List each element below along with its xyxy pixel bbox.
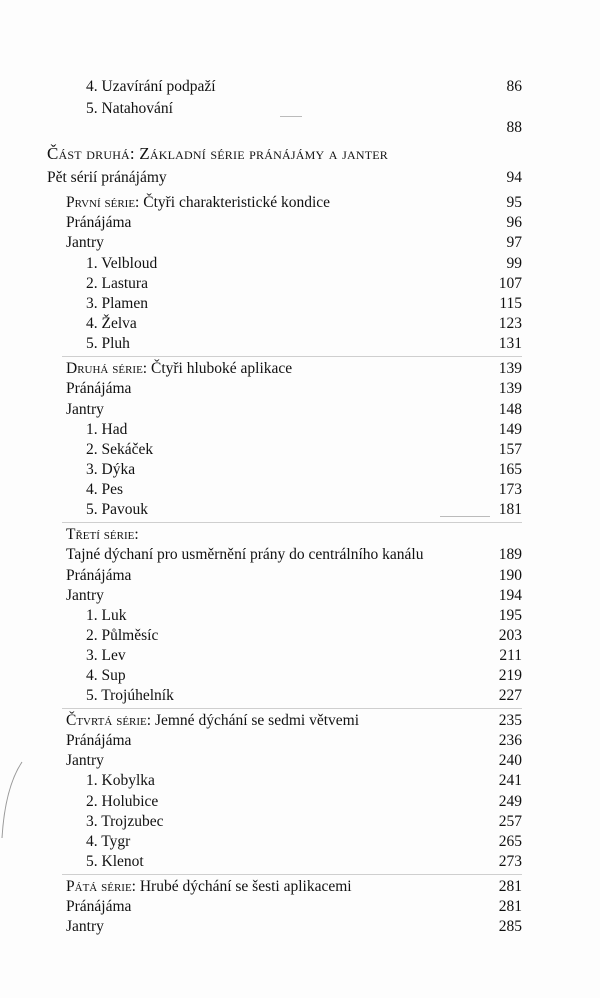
series-name: Čtvrtá série: [66, 712, 152, 729]
entry-label: Pránájáma [66, 567, 132, 584]
toc-entry [0, 545, 600, 565]
page-edge-mark [0, 760, 30, 840]
entry-label: 5. Pavouk [86, 501, 148, 518]
entry-page: 189 [498, 546, 522, 563]
entry-page: 139 [498, 360, 522, 377]
entry-page: 227 [498, 687, 522, 704]
entry-page: 219 [498, 667, 522, 684]
entry-page: 165 [498, 461, 522, 478]
entry-label: Jantry [66, 401, 104, 418]
entry-label: Pránájáma [66, 380, 132, 397]
entry-page: 131 [498, 335, 522, 352]
toc-entry [0, 666, 600, 686]
entry-page: 181 [498, 501, 522, 518]
entry-label: 2. Holubice [86, 793, 159, 810]
entry-page: 107 [498, 275, 522, 292]
toc-entry [0, 118, 600, 138]
entry-label: 5. Natahování [86, 100, 173, 117]
entry-page: 211 [499, 647, 522, 664]
toc-entry [0, 897, 600, 917]
entry-label: 3. Lev [86, 647, 126, 664]
entry-label: 2. Sekáček [86, 441, 154, 458]
toc-entry [0, 586, 600, 606]
entry-page: 95 [506, 194, 522, 211]
entry-page: 236 [498, 732, 522, 749]
entry-label: Jantry [66, 587, 104, 604]
entry-page: 86 [506, 78, 522, 95]
entry-page: 281 [498, 878, 522, 895]
toc-entry [0, 420, 600, 440]
toc-entry [0, 852, 600, 872]
entry-label: Pránájáma [66, 732, 132, 749]
entry-page: 99 [506, 255, 522, 272]
divider [62, 522, 522, 523]
entry-label: 1. Kobylka [86, 772, 155, 789]
entry-label: 5. Klenot [86, 853, 144, 870]
entry-label: 3. Dýka [86, 461, 136, 478]
entry-page: 257 [498, 813, 522, 830]
series-heading [0, 359, 600, 379]
entry-page: 115 [499, 295, 522, 312]
entry-page: 265 [498, 833, 522, 850]
toc-entry [0, 460, 600, 480]
entry-label: 1. Velbloud [86, 255, 158, 272]
toc-entry [0, 213, 600, 233]
entry-page: 194 [498, 587, 522, 604]
scan-mark [440, 516, 490, 517]
entry-page: 96 [506, 214, 522, 231]
entry-page: 190 [498, 567, 522, 584]
entry-page: 157 [498, 441, 522, 458]
entry-label: 4. Želva [86, 315, 137, 332]
series-subtitle: Hrubé dýchání se šesti aplikacemi [139, 878, 352, 895]
entry-page: 285 [498, 918, 522, 935]
scan-mark [280, 116, 302, 117]
entry-page: 241 [498, 772, 522, 789]
entry-label: 4. Uzavírání podpaží [86, 78, 216, 95]
toc-entry [0, 440, 600, 460]
toc-entry [0, 274, 600, 294]
entry-label: 5. Pluh [86, 335, 130, 352]
entry-label: 4. Tygr [86, 833, 131, 850]
toc-entry [0, 646, 600, 666]
toc-entry [0, 626, 600, 646]
series-heading [0, 525, 600, 545]
series-heading [0, 711, 600, 731]
series-subtitle: Tajné dýchaní pro usměrnění prány do centrálního kanálu [66, 546, 424, 563]
entry-label: Jantry [66, 752, 104, 769]
entry-page: 149 [498, 421, 522, 438]
entry-label: 2. Lastura [86, 275, 148, 292]
series-name: Druhá série: [66, 360, 148, 377]
toc-entry [0, 400, 600, 420]
toc-entry [0, 832, 600, 852]
series-subtitle: Čtyři hluboké aplikace [150, 360, 293, 377]
toc-entry [0, 379, 600, 399]
entry-page: 235 [498, 712, 522, 729]
toc-entry [0, 480, 600, 500]
series-heading [0, 877, 600, 897]
toc-entry [0, 751, 600, 771]
entry-label: Jantry [66, 234, 104, 251]
entry-page: 240 [498, 752, 522, 769]
toc-entry [0, 168, 600, 188]
series-name: První série: [66, 194, 140, 211]
entry-page: 273 [498, 853, 522, 870]
entry-label: 1. Luk [86, 607, 127, 624]
entry-page: 203 [498, 627, 522, 644]
toc-entry [0, 606, 600, 626]
entry-label: 5. Trojúhelník [86, 687, 174, 704]
toc-entry [0, 500, 600, 520]
toc-entry [0, 731, 600, 751]
toc-entry [0, 917, 600, 937]
divider [62, 356, 522, 357]
toc-entry [0, 812, 600, 832]
series-heading [0, 193, 600, 213]
entry-label: 4. Pes [86, 481, 124, 498]
entry-page: 173 [498, 481, 522, 498]
entry-page: 281 [498, 898, 522, 915]
divider [62, 874, 522, 875]
series-name: Pátá série: [66, 878, 136, 895]
entry-page: 97 [506, 234, 522, 251]
entry-label: Pránájáma [66, 898, 132, 915]
toc-entry [0, 233, 600, 253]
toc-entry [0, 566, 600, 586]
entry-label: Jantry [66, 918, 104, 935]
entry-label: Pět sérií pránájámy [47, 169, 167, 186]
entry-page: 195 [498, 607, 522, 624]
toc-entry [0, 314, 600, 334]
entry-label: 1. Had [86, 421, 128, 438]
divider [62, 708, 522, 709]
entry-label: Pránájáma [66, 214, 132, 231]
part-title: Část druhá: Základní série pránájámy a janter [47, 144, 388, 163]
entry-page: 88 [506, 119, 522, 136]
entry-page: 148 [498, 401, 522, 418]
toc-entry [0, 254, 600, 274]
toc-entry [0, 294, 600, 314]
entry-page: 94 [506, 169, 522, 186]
toc-entry [0, 792, 600, 812]
series-subtitle: Jemné dýchání se sedmi větvemi [154, 712, 359, 729]
entry-page: 139 [498, 380, 522, 397]
series-name: Třetí série: [66, 526, 139, 543]
toc-entry [0, 771, 600, 791]
entry-label: 3. Plamen [86, 295, 148, 312]
series-subtitle: Čtyři charakteristické kondice [143, 194, 331, 211]
entry-label: 3. Trojzubec [86, 813, 164, 830]
toc-entry [0, 77, 600, 97]
toc-entry [0, 334, 600, 354]
entry-page: 249 [498, 793, 522, 810]
entry-label: 4. Sup [86, 667, 126, 684]
entry-page: 123 [498, 315, 522, 332]
entry-label: 2. Půlměsíc [86, 627, 159, 644]
part-heading [0, 144, 600, 166]
toc-entry [0, 686, 600, 706]
